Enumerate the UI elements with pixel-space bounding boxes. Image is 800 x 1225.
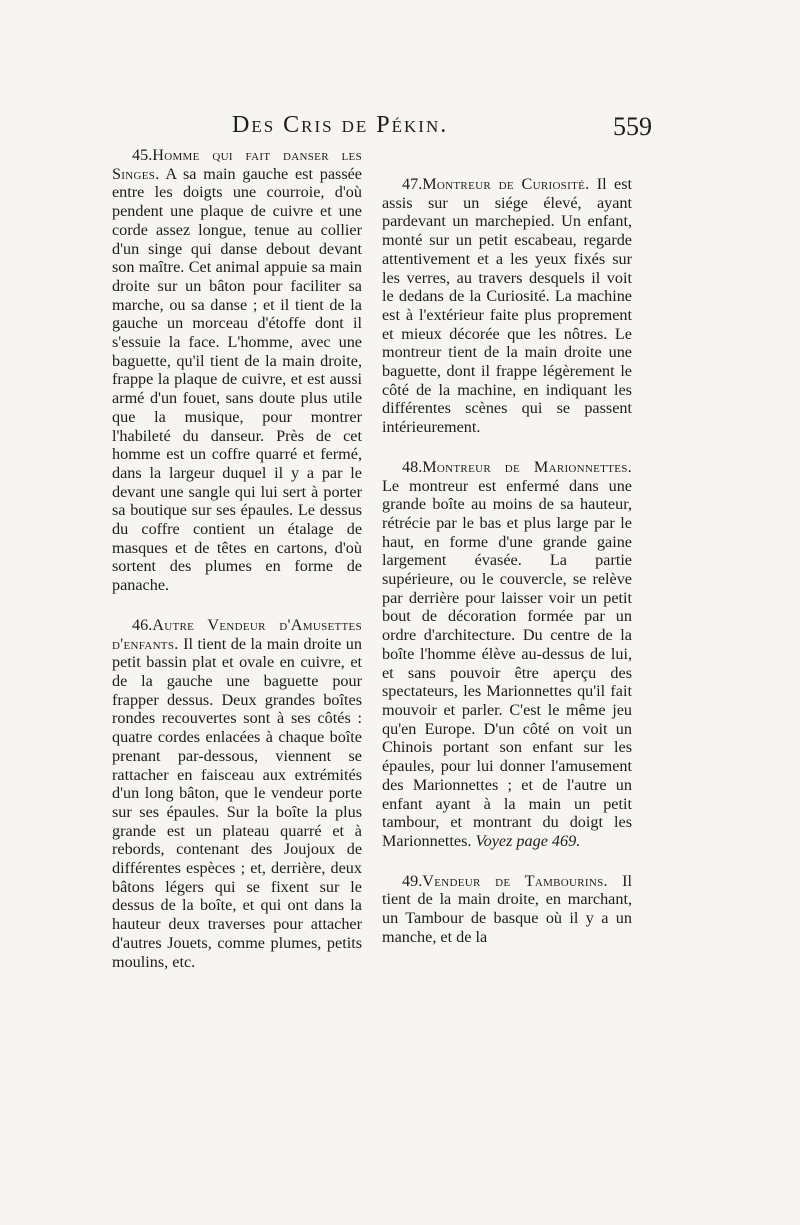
entry-48 [382, 458, 632, 851]
entry-45 [112, 146, 362, 595]
left-column [112, 146, 362, 992]
entry-number: 45. [132, 146, 153, 164]
entry-46 [112, 616, 362, 971]
entry-text: Il est assis sur un siége élevé, ayant pardevant un marchepied. Un enfant, monté sur un petit escabeau, regarde attentivement et a les yeux fixés sur les verres, au travers desquels il voit le dedans de la Curiosité. La machine est à l'extérieur faite plus proprement et mieux décorée que les nôtres. Le montreur tient de la main droite une baguette, dont il frappe légèrement le côté de la machine, en indiquant les différentes scènes qui se passent intérieurement. [382, 175, 632, 437]
entry-number: 46. [132, 615, 153, 634]
cross-reference: Voyez page 469. [475, 831, 581, 850]
entry-47 [382, 175, 632, 437]
entry-number: 49. [402, 871, 423, 890]
entry-text: Il tient de la main droite un petit bassin plat et ovale en cuivre, et de la gauche une baguette pour frapper dessus. Deux grandes boîtes rondes recouvertes sont à ses côtés : quatre cordes enlacées à chaque boîte prenant par-dessous, viennent se rattacher en faisceau aux extrémités d'un long bâton, que le vendeur porte sur ses épaules. Sur la boîte la plus grande est un plateau quarré et à rebords, contenant des Joujoux de différentes espèces ; et, derrière, deux bâtons légers qui se fixent sur le dessus de la boîte, et qui ont dans la hauteur deux traverses pour attacher d'autres Jouets, comme plumes, petits moulins, etc. [112, 634, 362, 971]
entry-heading: Autre Vendeur d'Amusettes d'enfants. [112, 615, 362, 653]
entry-text: A sa main gauche est passée entre les doigts une courroie, d'où pendent une plaque de cuivre et une corde assez longue, tenue au collier d'un singe qui danse debout devant son maître. Cet animal appuie sa main droite sur un bâton pour faciliter sa marche, ou sa danse ; et il tient de la gauche un morceau d'étoffe dont il s'essuie la face. L'homme, avec une baguette, qu'il tient de la main droite, frappe la plaque de cuivre, et est aussi armé d'un fouet, sans doute plus utile que la musique, pour montrer l'habileté du danseur. Près de cet homme est un coffre quarré et fermé, dans la largeur duquel il y a par le devant une sangle qui lui sert à porter sa boutique sur ses épaules. Le dessus du coffre contient un étalage de masques et de têtes en cartons, d'où sortent des plumes en forme de panache. [112, 164, 362, 595]
entry-number: 48. [402, 457, 423, 476]
entry-text: Le montreur est enfermé dans une grande boîte au moins de sa hauteur, rétrécie par le bas et plus large par le haut, en forme d'une grande gaine largement évasée. La partie supérieure, ou le couvercle, se relève par derrière pour laisser voir un petit bout de décoration formée par un ordre d'architecture. Du centre de la boîte l'homme élève au-dessus de lui, et sans pouvoir être aperçu des spectateurs, les Marionnettes qu'il fait mouvoir et parler. C'est le même jeu qu'en Europe. D'un côté on voit un Chinois portant son enfant sur les épaules, pour lui donner l'amusement des Marionnettes ; et de l'autre un enfant ayant à la main un petit tambour, et montrant du doigt les Marionnettes. [382, 476, 632, 850]
entry-number: 47. [402, 175, 423, 193]
page-number: 559 [613, 112, 652, 141]
running-head [232, 112, 652, 146]
entry-text: Il tient de la main droite, en marchant, un Tambour de basque où il y a un manche, et de la [382, 871, 632, 946]
entry-49 [382, 872, 632, 947]
entry-heading: Vendeur de Tambourins. [422, 871, 608, 890]
running-title: Des Cris de Pékin. [232, 112, 449, 138]
entry-heading: Montreur de Curiosité. [422, 175, 590, 193]
entry-heading: Homme qui fait danser les Singes. [112, 146, 362, 183]
right-column [382, 175, 632, 967]
entry-heading: Montreur de Marionnettes. [422, 457, 632, 476]
